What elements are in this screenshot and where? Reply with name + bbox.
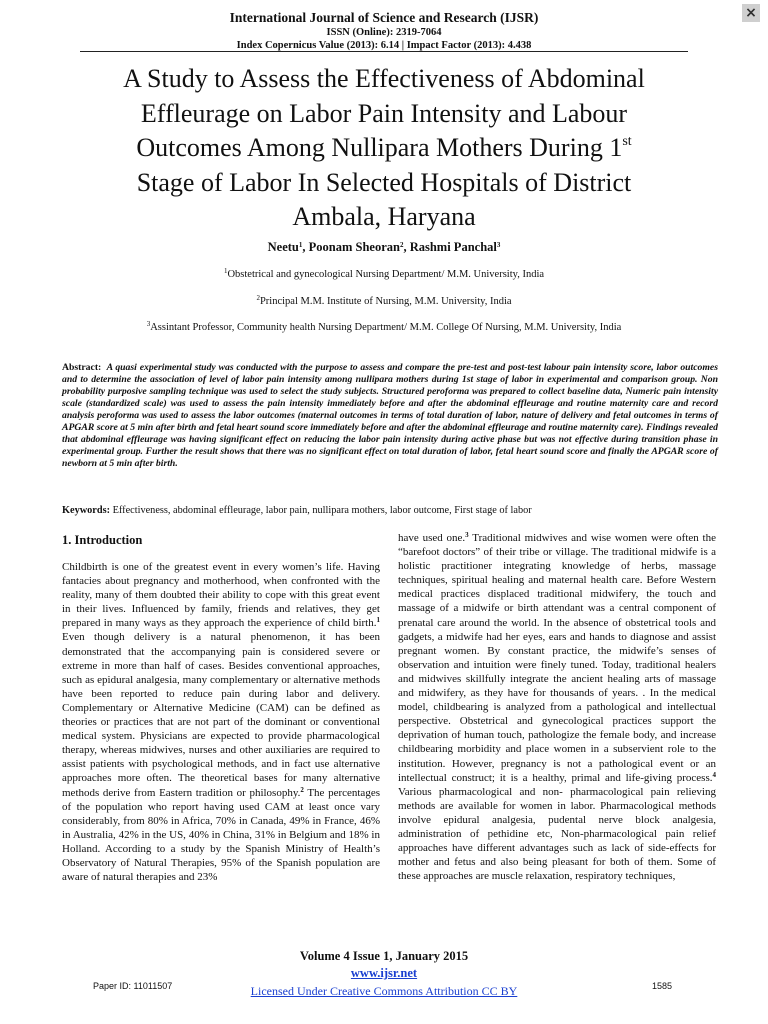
citation-mark: 3: [465, 531, 469, 539]
abstract: [62, 362, 718, 470]
title-line-3: Outcomes Among Nullipara Mothers During 1: [136, 133, 623, 162]
author-name: Neetu: [267, 240, 299, 254]
title-line-1: A Study to Assess the Effectiveness of Abdominal: [123, 64, 645, 93]
journal-issn: ISSN (Online): 2319-7064: [326, 27, 442, 38]
journal-index: Index Copernicus Value (2013): 6.14 | Impact Factor (2013): 4.438: [236, 40, 532, 51]
title-ordinal-sup: st: [622, 134, 632, 149]
footer-volume: Volume 4 Issue 1, January 2015: [299, 949, 469, 963]
author-affiliation-mark: 2: [399, 241, 404, 249]
citation-mark: 1: [376, 616, 380, 625]
body-column-right: [398, 531, 716, 883]
author-affiliation-mark: 1: [298, 241, 303, 249]
citation-mark: 4: [712, 770, 716, 779]
affiliation-mark: 3: [146, 320, 151, 328]
keywords: [62, 504, 718, 517]
page-number: 1585: [652, 981, 673, 991]
author-separator: ,: [302, 240, 309, 254]
paragraph-text: have used one.: [398, 532, 466, 544]
affiliation-3: [0, 321, 768, 334]
title-line-2: Effleurage on Labor Pain Intensity and Labour: [140, 98, 628, 128]
header-divider: [80, 51, 688, 52]
body-column-left: [62, 560, 380, 884]
affiliation-text: Obstetrical and gynecological Nursing Department/ M.M. University, India: [227, 269, 545, 280]
affiliation-1: [0, 268, 768, 281]
footer-license-link[interactable]: Licensed Under Creative Commons Attribution CC BY: [250, 984, 518, 998]
paragraph-text: Even though delivery is a natural phenomenon, it has been demonstrated that the accompanying pain is considered severe or extreme in more than half of cases. Besides conventional approaches, such as epidural analgesia, many complementary or alternative methods have been reported to reduce pain during labor and delivery. Complementary or Alternative Medicine (CAM) can be defined as theories or practices that are not part of the dominant or conventional medical system. Physicians are expected to provide pharmacological therapy, whereas midwives, nurses and other auxiliaries are required to assist patients with psychological methods, and in fact use alternative approaches more often. The theoretical bases for many alternative methods derive from Eastern tradition or philosophy.: [62, 631, 380, 799]
title-line-4: Stage of Labor In Selected Hospitals of District: [136, 167, 632, 197]
author-name: Rashmi Panchal: [409, 240, 497, 254]
affiliation-text: Assintant Professor, Community health Nursing Department/ M.M. College Of Nursing, M.M. University, India: [150, 322, 622, 333]
journal-name: International Journal of Science and Research (IJSR): [229, 10, 539, 25]
affiliation-text: Principal M.M. Institute of Nursing, M.M. University, India: [259, 296, 512, 307]
author-affiliation-mark: 3: [496, 241, 501, 249]
keywords-text: Effectiveness, abdominal effleurage, labor pain, nullipara mothers, labor outcome, First stage of labor: [112, 505, 532, 516]
close-button[interactable]: ×: [742, 4, 760, 22]
citation-mark: 2: [300, 785, 304, 794]
abstract-text: A quasi experimental study was conducted with the purpose to assess and compare the pre-test and post-test labour pain intensity score, labor outcomes and to determine the association of level of labor pain intensity among nullipara mothers during 1st stage of labor in experimental and comparison group. Non probability purposive sampling technique was used to select the study subjects. Structured peroforma was prepared to collect baseline data, Numeric pain intensity scale (standardized scale) was used to assess the pain intensity immediately before and after the abdominal effleurage and routine maternity care and record analysis peroforma was used to assess the labor outcomes (maternal outcomes in terms of total duration of labor, nature of delivery and fetal outcomes in terms of APGAR score at 5 min after birth and fetal heart sound score immediately before and after the abdominal effleurage and routine maternity care). Findings revealed that abdominal effleurage was having significant effect on reducing the labor pain intensity during active phase but was not effective during transition phase in experimental group. Further the result shows that there was no significant effect on total duration of labor, fetal heart sound score and finally the APGAR score of newborn at 5 min after birth.: [62, 362, 718, 470]
abstract-label: Abstract:: [62, 362, 102, 373]
journal-header: [0, 10, 768, 52]
author-name: Poonam Sheoran: [308, 240, 400, 254]
author-separator: ,: [403, 240, 410, 254]
section-heading-introduction: 1. Introduction: [62, 533, 143, 547]
affiliation-mark: 2: [256, 294, 260, 302]
paper-id: Paper ID: 11011507: [93, 981, 173, 991]
paragraph-text: Traditional midwives and wise women were often the “barefoot doctors” of their tribe or village. The traditional midwife is a holistic practitioner integrating knowledge of herbs, massage techniques, spiritual healing and maternal health care. Before Western medical practices displaced traditional midwifery, the touch and massage of a midwife or birth attendant was a central component of prenatal care around the world. In the absence of obstetrical tools and gadgets, a midwife had her eyes, ears and hands to diagnose and assist pregnant women. By constant practice, the midwife’s senses of observation and intuition were finely tuned. Today, traditional healers and midwives skillfully integrate the ancient healing arts of massage and midwifery, as they have for thousands of years. . In the medical model, childbearing is analyzed from a pathological and intellectual perspective. Obstetrical and gynecological practices support the deprivation of human touch, pathologize the female body, and increase childbearing morbidity and place women in a subservient role to the institution. However, pregnancy is not a pathological event or an intellectual construct; it is a healthy, primal and life-giving process.: [398, 532, 716, 784]
title-line-5: Ambala, Haryana: [292, 202, 476, 231]
affiliation-mark: 1: [223, 267, 228, 275]
footer-site-link[interactable]: www.ijsr.net: [350, 966, 418, 980]
paper-title: [58, 62, 710, 235]
page-footer: [0, 949, 768, 1000]
paragraph-text: Childbirth is one of the greatest event in every women’s life. Having fantacies about pregnancy and motherhood, when confronted with the reality, many of them doubted their ability to cope with this great event in their lives. Influenced by family, friends and relatives, they get prepared in many ways as they approach the experience of child birth.: [62, 561, 380, 630]
paragraph-text: Various pharmacological and non- pharmacological pain relieving methods are available for women in labor. Pharmacological methods involve epidural analgesia, pudental nerve block analgesia, administration of pethidine etc, Non-pharmacological pain relief approaches have different advantages such as lack of side-effects for mother and fetus and also being pleasant for both of them. Some of these approaches are muscle relaxation, respiratory techniques,: [398, 785, 716, 883]
paragraph-text: The percentages of the population who report having used CAM at least once vary considerably, from 80% in Africa, 70% in Canada, 49% in France, 46% in Australia, 42% in the US, 40% in China, 31% in Belgium and 18% in Holland. According to a study by the Spanish Ministry of Health’s Observatory of Natural Therapies, 95% of the Spanish population are aware of natural therapies and 23%: [62, 786, 380, 884]
affiliation-2: [0, 295, 768, 308]
keywords-label: Keywords:: [62, 505, 111, 516]
author-list: [0, 240, 768, 255]
